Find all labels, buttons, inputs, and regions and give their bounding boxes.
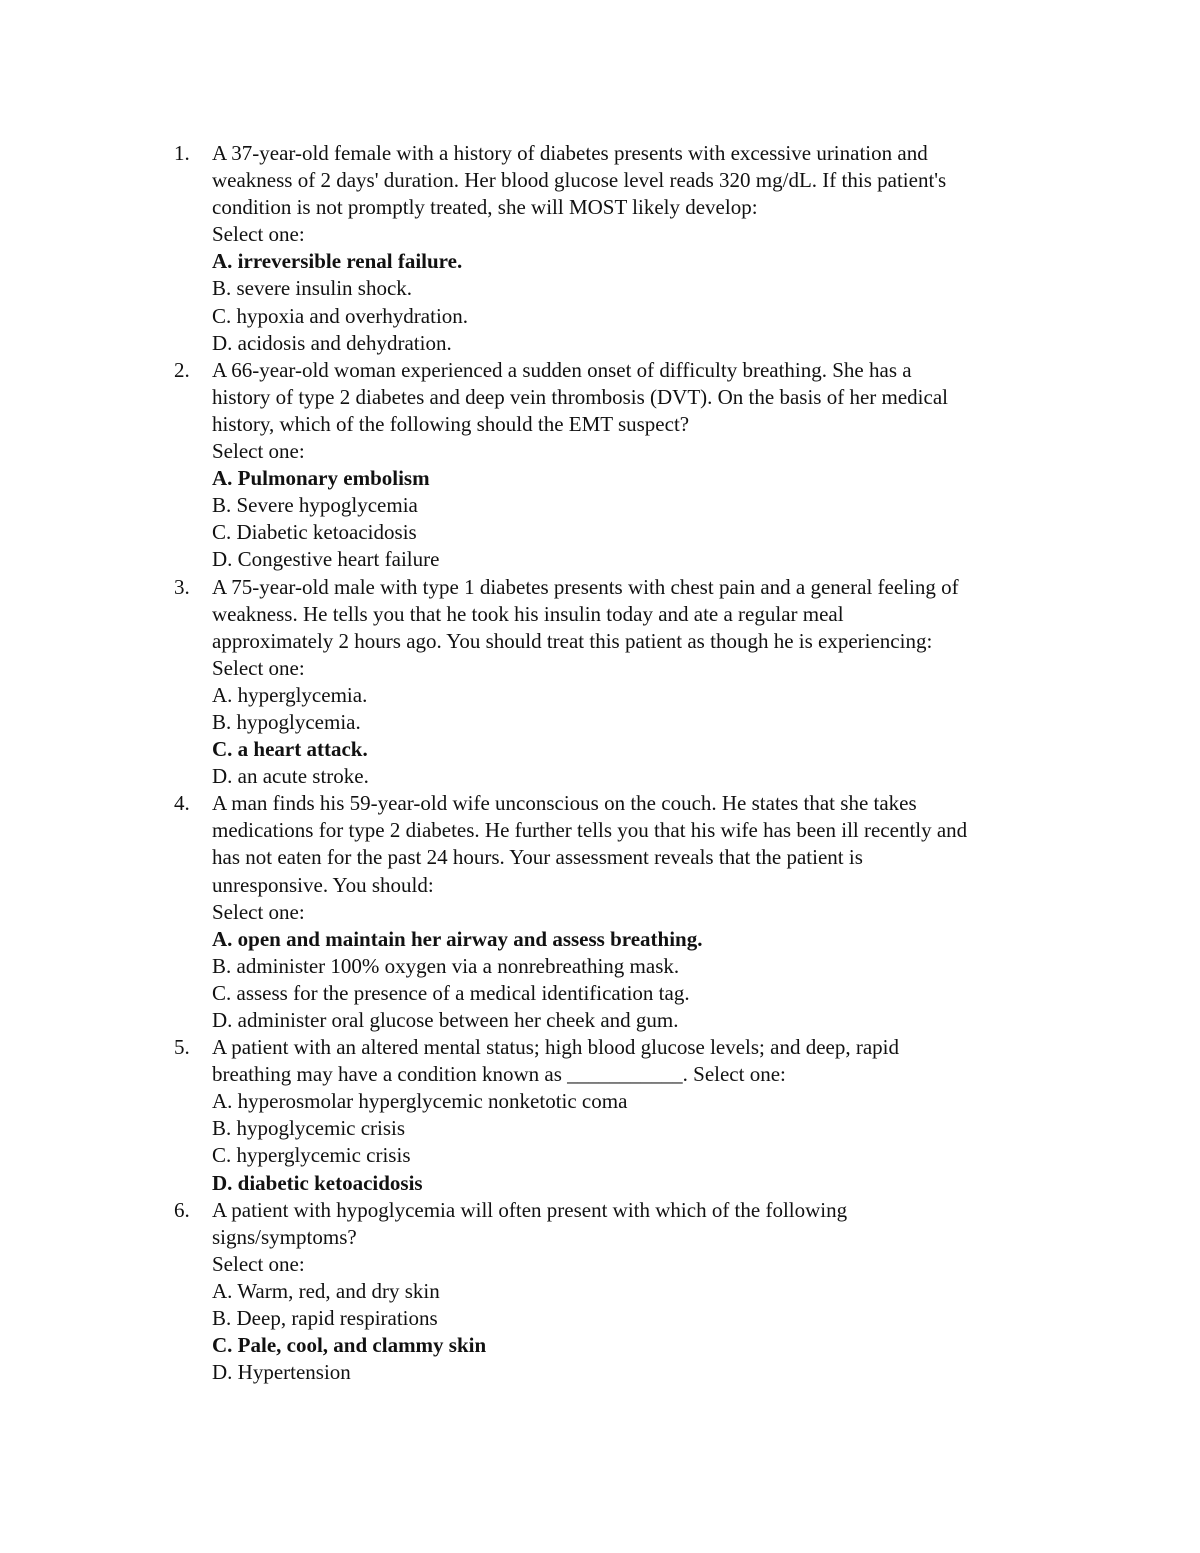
question-text-line: unresponsive. You should: — [212, 872, 434, 897]
answer-option: B. severe insulin shock. — [212, 276, 413, 301]
question-item — [160, 357, 1080, 574]
answer-option: C. assess for the presence of a medical identification tag. — [212, 980, 690, 1005]
select-one-prompt: Select one: — [212, 1251, 305, 1276]
select-one-prompt: Select one: — [212, 439, 305, 464]
question-number: 6. — [174, 1197, 190, 1222]
answer-option-correct: C. a heart attack. — [212, 737, 368, 762]
question-text-line: A patient with hypoglycemia will often present with which of the following — [212, 1197, 848, 1222]
question-text-line: approximately 2 hours ago. You should treat this patient as though he is experiencing: — [212, 628, 933, 653]
answer-option: D. an acute stroke. — [212, 764, 369, 789]
select-one-prompt: Select one: — [212, 655, 305, 680]
answer-option: C. Diabetic ketoacidosis — [212, 520, 417, 545]
answer-option: A. Warm, red, and dry skin — [212, 1278, 440, 1303]
question-text-line: A 75-year-old male with type 1 diabetes presents with chest pain and a general feeling of — [212, 574, 959, 599]
question-text-line: A man finds his 59-year-old wife unconscious on the couch. He states that she takes — [212, 791, 917, 816]
answer-option: B. hypoglycemic crisis — [212, 1116, 406, 1141]
question-text-line: history, which of the following should the EMT suspect? — [212, 411, 690, 436]
question-text-line: has not eaten for the past 24 hours. Your assessment reveals that the patient is — [212, 845, 863, 870]
question-number: 4. — [174, 791, 190, 816]
answer-option-correct: D. diabetic ketoacidosis — [212, 1170, 423, 1195]
question-text-line: A patient with an altered mental status; high blood glucose levels; and deep, rapid — [212, 1035, 899, 1060]
select-one-prompt: Select one: — [212, 222, 305, 247]
answer-option: B. hypoglycemia. — [212, 709, 361, 734]
question-number: 2. — [174, 357, 190, 382]
answer-option: B. Deep, rapid respirations — [212, 1306, 438, 1331]
question-item — [160, 1034, 1080, 1197]
question-number: 3. — [174, 574, 190, 599]
select-one-prompt: Select one: — [212, 899, 305, 924]
answer-option-correct: A. Pulmonary embolism — [212, 466, 430, 491]
question-item — [160, 574, 1080, 791]
answer-option: A. hyperglycemia. — [212, 682, 368, 707]
question-list — [160, 140, 1080, 1386]
answer-option: B. Severe hypoglycemia — [212, 493, 418, 518]
question-text-line: medications for type 2 diabetes. He further tells you that his wife has been ill recently and — [212, 818, 968, 843]
question-text-line: signs/symptoms? — [212, 1224, 357, 1249]
question-item — [160, 140, 1080, 357]
answer-option-correct: A. open and maintain her airway and assess breathing. — [212, 926, 703, 951]
question-item — [160, 1197, 1080, 1387]
answer-option: B. administer 100% oxygen via a nonrebreathing mask. — [212, 953, 680, 978]
question-number: 1. — [174, 141, 190, 165]
answer-option: D. Hypertension — [212, 1360, 351, 1385]
answer-option: D. administer oral glucose between her cheek and gum. — [212, 1008, 679, 1032]
question-number: 5. — [174, 1035, 190, 1060]
answer-option: C. hypoxia and overhydration. — [212, 303, 469, 328]
question-text-line: A 37-year-old female with a history of diabetes presents with excessive urination and — [212, 141, 928, 165]
answer-option: D. acidosis and dehydration. — [212, 330, 452, 355]
question-text-line: weakness of 2 days' duration. Her blood glucose level reads 320 mg/dL. If this patient's — [212, 168, 947, 193]
question-text-line: weakness. He tells you that he took his insulin today and ate a regular meal — [212, 601, 844, 626]
question-text-line: history of type 2 diabetes and deep vein thrombosis (DVT). On the basis of her medical — [212, 384, 948, 409]
question-text-line: condition is not promptly treated, she will MOST likely develop: — [212, 195, 758, 220]
question-text-line: A 66-year-old woman experienced a sudden onset of difficulty breathing. She has a — [212, 357, 912, 382]
question-item — [160, 790, 1080, 1034]
answer-option-correct: A. irreversible renal failure. — [212, 249, 463, 274]
question-text-line: breathing may have a condition known as ___________. Select one: — [212, 1062, 786, 1087]
answer-option: A. hyperosmolar hyperglycemic nonketotic coma — [212, 1089, 628, 1114]
answer-option: C. hyperglycemic crisis — [212, 1143, 411, 1168]
answer-option-correct: C. Pale, cool, and clammy skin — [212, 1333, 487, 1358]
answer-option: D. Congestive heart failure — [212, 547, 440, 572]
